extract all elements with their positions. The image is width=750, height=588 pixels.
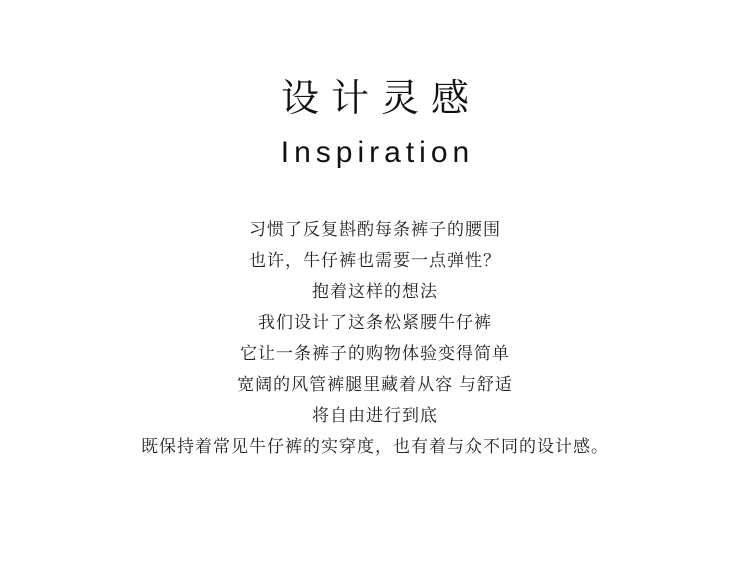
body-line: 习惯了反复斟酌每条裤子的腰围 <box>249 219 501 239</box>
page-title-english: Inspiration <box>280 135 475 169</box>
body-line: 也许，牛仔裤也需要一点弹性？ <box>249 250 501 270</box>
body-line: 它让一条裤子的购物体验变得简单 <box>240 343 510 363</box>
body-line: 我们设计了这条松紧腰牛仔裤 <box>258 312 492 332</box>
body-line: 将自由进行到底 <box>312 405 438 425</box>
heading-block <box>269 78 481 170</box>
body-line: 既保持着常见牛仔裤的实穿度，也有着与众不同的设计感。 <box>141 436 609 456</box>
body-copy <box>141 214 609 462</box>
body-line: 宽阔的风管裤腿里藏着从容 与舒适 <box>237 374 513 394</box>
body-line: 抱着这样的想法 <box>312 281 438 301</box>
page-title-chinese: 设计灵感 <box>280 78 481 120</box>
